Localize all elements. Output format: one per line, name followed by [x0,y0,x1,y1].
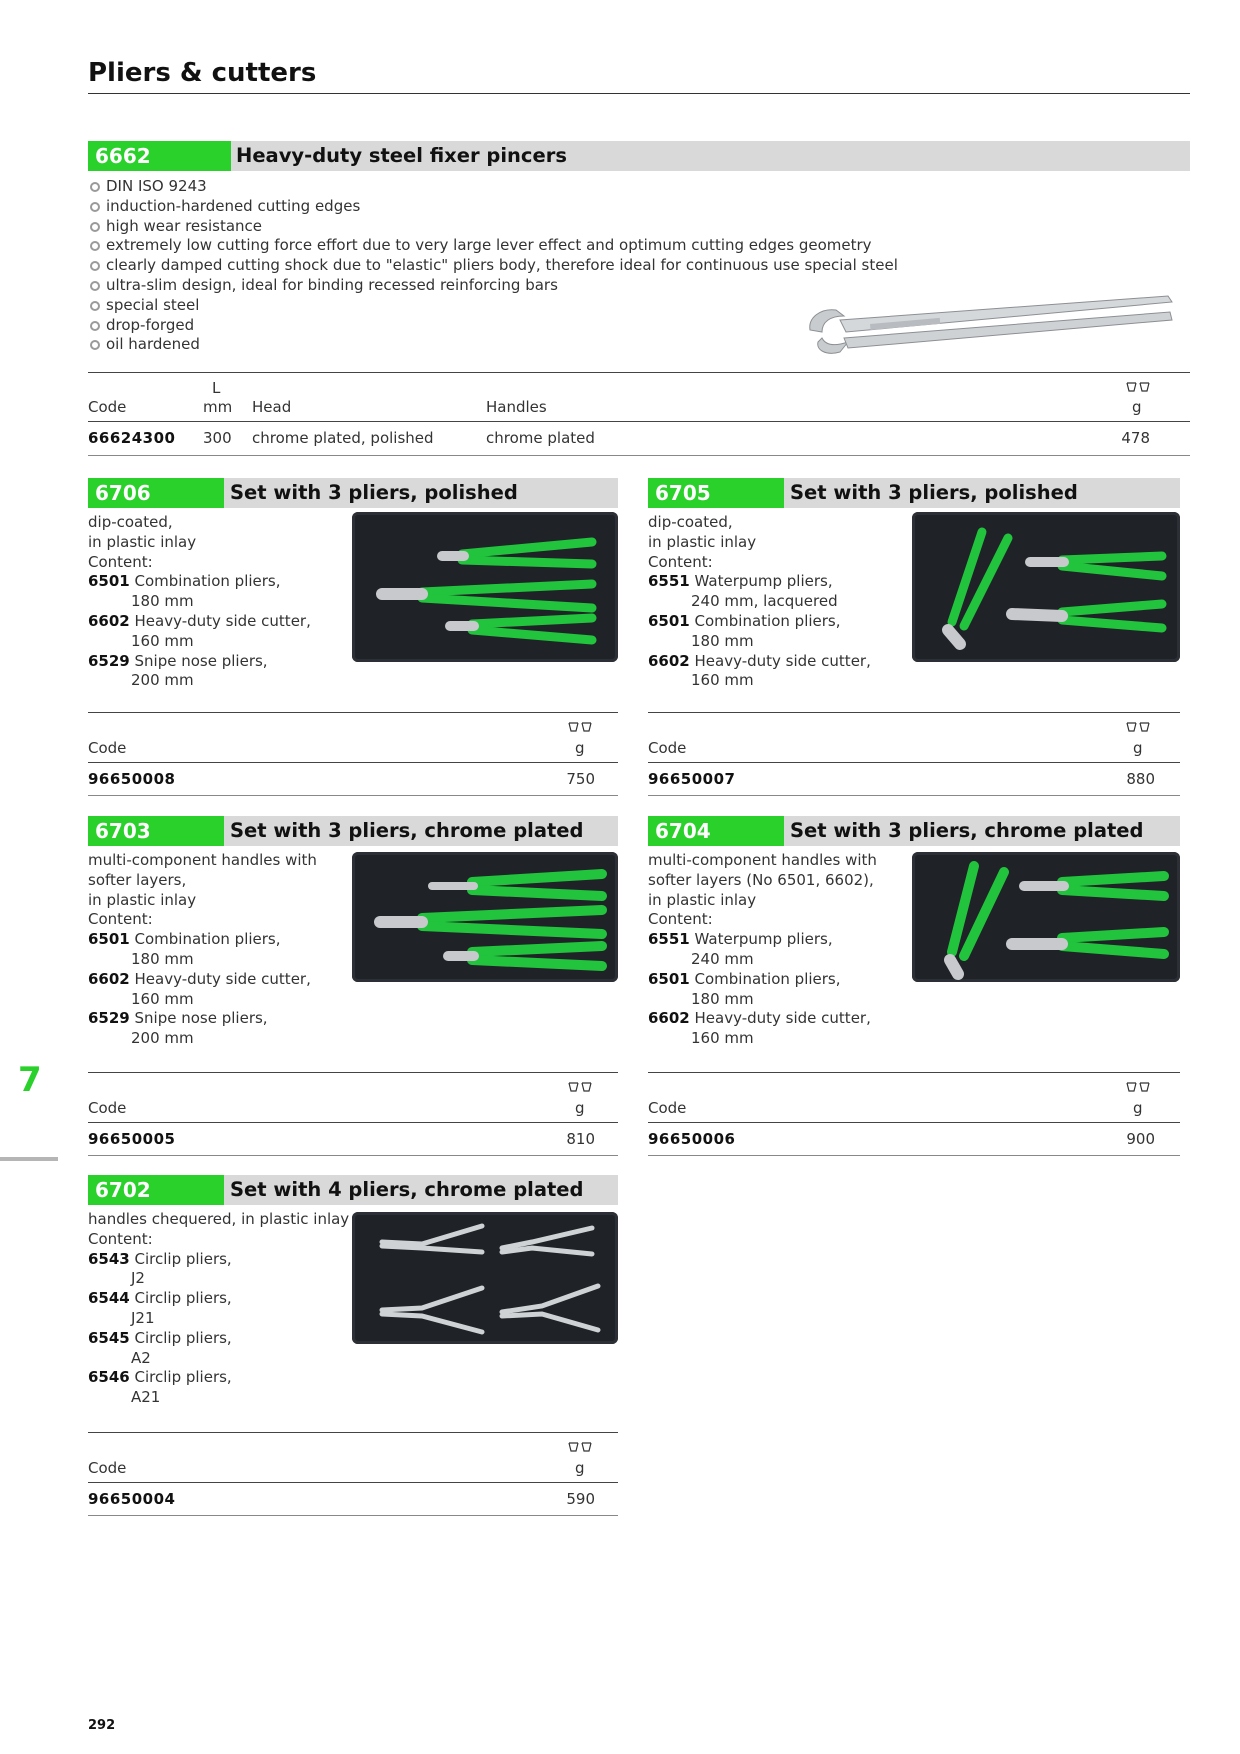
table-header-rule [648,1122,1180,1123]
table-header-rule [648,762,1180,763]
page-title: Pliers & cutters [88,58,317,88]
tool-tray-image [912,852,1180,982]
description-line: multi-component handles with [648,851,877,869]
handles-value: chrome plated [486,429,595,447]
pliers-set-image [912,512,1180,662]
steel-fixer-pincers-image [800,290,1180,360]
description-line: J2 [131,1269,145,1288]
description-6705 [648,513,871,691]
table-top-rule [88,712,618,713]
description-line: 180 mm [131,592,194,611]
description-line: 160 mm [131,631,194,650]
description-line: dip-coated, [648,513,733,531]
page-number: 292 [88,1718,116,1733]
section-header-6703 [88,816,618,846]
col-code-header: Code [88,1459,127,1477]
section-title: Heavy-duty steel fixer pincers [236,144,567,167]
section-header-6706 [88,478,618,508]
description-line: Content: [88,552,153,571]
scale-icon [1125,720,1151,734]
description-line: 6551 Waterpump pliers, [648,572,833,591]
col-head-header: Head [252,398,292,416]
section-header-6662 [88,141,1190,171]
section-title: Set with 3 pliers, polished [230,481,518,504]
table-header-rule [88,1122,618,1123]
description-line: 6529 Snipe nose pliers, [88,1009,268,1028]
col-code-header: Code [88,1099,127,1117]
feature-item: special steel [90,296,898,316]
section-number: 6706 [88,478,224,508]
section-header-6702 [88,1175,618,1205]
col-code-header: Code [648,1099,687,1117]
description-6702 [88,1210,349,1408]
scale-icon [567,1080,593,1094]
scale-icon [567,1440,593,1454]
feature-item: high wear resistance [90,217,898,237]
section-number: 6662 [88,141,231,171]
description-line: 6602 Heavy-duty side cutter, [648,1009,871,1028]
table-bottom-rule [88,1515,618,1516]
circlip-pliers-set-image [352,1212,618,1344]
weight-value: 880 [1126,770,1155,788]
description-line: 180 mm [131,949,194,968]
table-header-rule [88,1482,618,1483]
description-line: softer layers (No 6501, 6602), [648,870,874,889]
head-value: chrome plated, polished [252,429,434,447]
col-length-header: L [212,379,221,397]
product-code: 96650006 [648,1130,736,1148]
feature-item: drop-forged [90,316,898,336]
description-line: handles chequered, in plastic inlay [88,1210,350,1228]
table-bottom-rule [88,795,618,796]
section-title: Set with 3 pliers, polished [790,481,1078,504]
description-line: 180 mm [691,631,754,650]
col-weight-unit: g [1133,1099,1143,1117]
table-bottom-rule [648,1155,1180,1156]
description-6704 [648,851,877,1049]
scale-icon [1125,380,1151,394]
description-line: A2 [131,1348,151,1367]
description-line: 6501 Combination pliers, [648,969,841,988]
section-title: Set with 3 pliers, chrome plated [790,819,1144,842]
feature-item: clearly damped cutting shock due to "elastic" pliers body, therefore ideal for continuous use special steel [90,256,898,276]
description-line: 6501 Combination pliers, [648,611,841,630]
product-code: 96650005 [88,1130,176,1148]
pliers-set-image [912,852,1180,982]
description-line: in plastic inlay [88,890,197,909]
feature-item: oil hardened [90,335,898,355]
description-line: 240 mm, lacquered [691,592,838,611]
table-top-rule [88,372,1190,373]
tool-tray-image [352,852,618,982]
col-weight-unit: g [1133,739,1143,757]
tool-tray-image [912,512,1180,662]
length-value: 300 [203,429,232,447]
section-number: 6704 [648,816,784,846]
section-title: Set with 4 pliers, chrome plated [230,1178,584,1201]
description-6706 [88,513,311,691]
description-line: Content: [88,1229,153,1248]
section-number: 6702 [88,1175,224,1205]
col-length-unit: mm [203,398,233,416]
weight-value: 750 [566,770,595,788]
weight-value: 900 [1126,1130,1155,1148]
description-6703 [88,851,317,1049]
description-line: 6546 Circlip pliers, [88,1368,232,1387]
description-line: 6543 Circlip pliers, [88,1249,232,1268]
description-line: 6602 Heavy-duty side cutter, [88,969,311,988]
section-number: 6705 [648,478,784,508]
description-line: 6529 Snipe nose pliers, [88,651,268,670]
section-header-6704 [648,816,1180,846]
description-line: in plastic inlay [88,532,197,551]
description-line: Content: [648,552,713,571]
col-code-header: Code [648,739,687,757]
pliers-set-image [352,512,618,662]
table-header-rule [88,421,1190,422]
weight-value: 590 [566,1490,595,1508]
scale-icon [1125,1080,1151,1094]
col-code-header: Code [88,739,127,757]
description-line: Content: [88,910,153,929]
weight-value: 478 [1121,429,1150,447]
description-line: 200 mm [131,1029,194,1048]
description-line: 200 mm [131,671,194,690]
feature-item: extremely low cutting force effort due to very large lever effect and optimum cutting edges geometry [90,236,898,256]
description-line: A21 [131,1388,161,1407]
description-line: 6501 Combination pliers, [88,572,281,591]
section-title: Set with 3 pliers, chrome plated [230,819,584,842]
description-line: dip-coated, [88,513,173,531]
product-code: 96650004 [88,1490,176,1508]
product-code: 96650008 [88,770,176,788]
description-line: 6602 Heavy-duty side cutter, [88,611,311,630]
description-line: 6544 Circlip pliers, [88,1289,232,1308]
description-line: 6602 Heavy-duty side cutter, [648,651,871,670]
description-line: 160 mm [691,671,754,690]
col-code-header: Code [88,398,127,416]
chapter-number: 7 [18,1060,42,1100]
feature-item: induction-hardened cutting edges [90,197,898,217]
description-line: 240 mm [691,949,754,968]
table-header-rule [88,762,618,763]
col-weight-unit: g [1132,398,1142,416]
table-top-rule [648,1072,1180,1073]
description-line: Content: [648,910,713,929]
description-line: in plastic inlay [648,890,757,909]
weight-value: 810 [566,1130,595,1148]
title-divider [88,93,1190,94]
tool-tray-image [352,1212,618,1344]
table-bottom-rule [88,1155,618,1156]
feature-list-6662 [90,177,898,355]
chapter-tab [0,1157,58,1161]
col-weight-unit: g [575,739,585,757]
table-bottom-rule [648,795,1180,796]
description-line: 180 mm [691,989,754,1008]
description-line: J21 [131,1308,155,1327]
description-line: 6545 Circlip pliers, [88,1328,232,1347]
description-line: 6551 Waterpump pliers, [648,930,833,949]
product-code: 66624300 [88,429,176,447]
product-code: 96650007 [648,770,736,788]
section-header-6705 [648,478,1180,508]
description-line: 160 mm [691,1029,754,1048]
table-top-rule [648,712,1180,713]
description-line: 160 mm [131,989,194,1008]
description-line: softer layers, [88,870,187,889]
description-line: in plastic inlay [648,532,757,551]
scale-icon [567,720,593,734]
col-handles-header: Handles [486,398,547,416]
description-line: multi-component handles with [88,851,317,869]
table-bottom-rule [88,455,1190,456]
col-weight-unit: g [575,1459,585,1477]
table-top-rule [88,1072,618,1073]
section-number: 6703 [88,816,224,846]
pliers-set-image [352,852,618,982]
table-top-rule [88,1432,618,1433]
feature-item: DIN ISO 9243 [90,177,898,197]
description-line: 6501 Combination pliers, [88,930,281,949]
col-weight-unit: g [575,1099,585,1117]
feature-item: ultra-slim design, ideal for binding recessed reinforcing bars [90,276,898,296]
tool-tray-image [352,512,618,662]
